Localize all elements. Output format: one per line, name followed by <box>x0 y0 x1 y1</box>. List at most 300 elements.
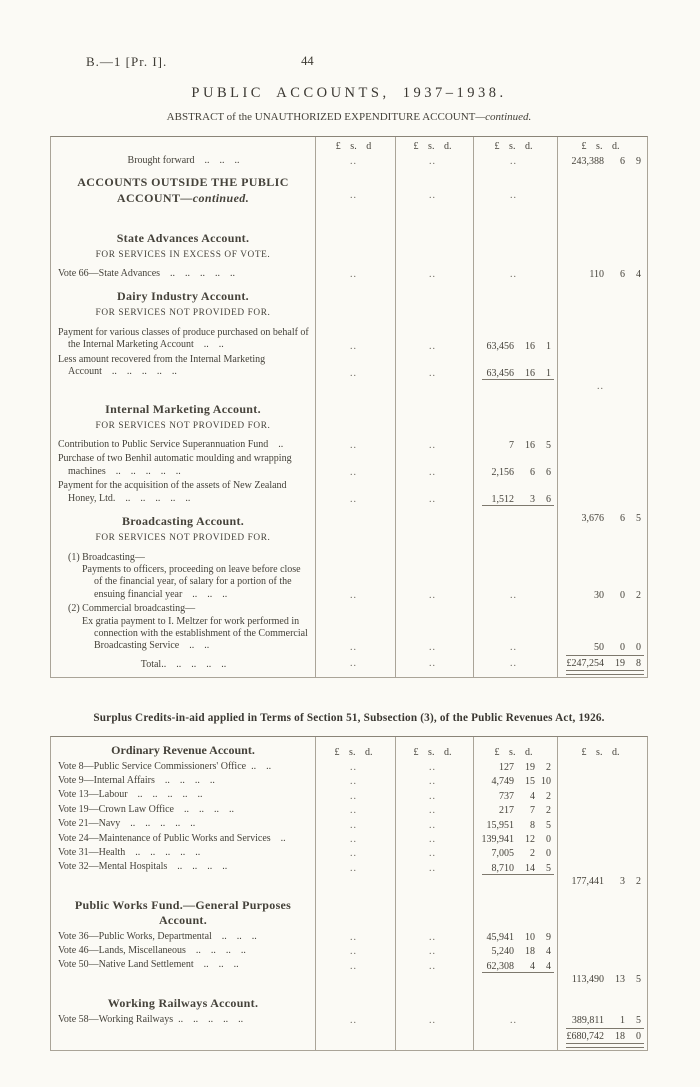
nil-dots: .. <box>350 590 357 602</box>
money-cell-c1 <box>315 930 395 944</box>
money-cell-c3 <box>473 988 557 1013</box>
amount-pence: 9 <box>636 156 641 168</box>
amount-shillings: 18 <box>525 946 535 958</box>
amount-pence: 5 <box>546 819 551 831</box>
money-cell-c2 <box>395 248 473 268</box>
money-cell-c2 <box>395 267 473 281</box>
money-cell-c3 <box>473 168 557 222</box>
money-cell-c4 <box>557 654 647 677</box>
money-cell-c1 <box>315 832 395 846</box>
money-cell-c1 <box>315 602 395 654</box>
amount-shillings: 19 <box>525 761 535 773</box>
money-cell-c3 <box>473 875 557 890</box>
money-cell-c3 <box>473 602 557 654</box>
money-cell-c2 <box>395 452 473 479</box>
section-heading-continued: —continued. <box>180 190 250 205</box>
money-cell-c1 <box>315 267 395 281</box>
nil-dots: .. <box>350 862 357 874</box>
money-cell-c4 <box>557 326 647 353</box>
amount-shillings: 6 <box>620 269 625 281</box>
nil-dots: .. <box>350 1015 357 1027</box>
nil-dots: .. <box>350 494 357 506</box>
money-cell-c1 <box>315 419 395 439</box>
description-line: (2) Commercial broadcasting— <box>68 603 196 615</box>
amount-shillings: 4 <box>530 960 535 972</box>
money-cell-c2 <box>395 760 473 774</box>
nil-dots: .. <box>350 269 357 281</box>
amount-pence: 2 <box>546 805 551 817</box>
table-row <box>51 930 647 944</box>
amount-pounds: 45,941 <box>486 932 514 944</box>
money-cell-c3 <box>473 817 557 831</box>
document-subtitle <box>50 111 648 123</box>
row-description <box>51 973 315 988</box>
amount-pence: 8 <box>636 657 641 669</box>
nil-dots: .. <box>350 189 357 201</box>
row-description: Vote 31—Health .. .. .. .. .. <box>58 846 201 858</box>
money-cell-c3 <box>473 267 557 281</box>
money-cell-c1 <box>315 326 395 353</box>
money-cell-c4: £ s. d. <box>557 737 647 760</box>
amount-pence: 1 <box>546 340 551 352</box>
money-cell-c3 <box>473 353 557 380</box>
description-line: Payments to officers, proceeding on leave before close of the financial year, of salary for a portion of the ensuing financial year .. .. .. <box>82 563 301 600</box>
nil-dots: .. <box>429 467 436 479</box>
row-description: Payment for the acquisition of the assets of New Zealand Honey, Ltd. .. .. .. .. .. <box>58 480 287 504</box>
money-cell-c1 <box>315 551 395 603</box>
money-cell-c2 <box>395 944 473 958</box>
amount-pounds: 3,676 <box>581 513 604 525</box>
money-cell-c1: £ s. d. <box>315 737 395 760</box>
table-row <box>51 817 647 831</box>
money-cell-c3 <box>473 930 557 944</box>
row-description <box>51 168 315 222</box>
row-description: Brought forward .. .. .. <box>127 155 240 166</box>
money-cell-c2 <box>395 380 473 394</box>
nil-dots: .. <box>350 467 357 479</box>
money-cell-c3 <box>473 958 557 972</box>
nil-dots: .. <box>597 380 604 392</box>
money-cell-c1 <box>315 846 395 860</box>
money-cell-c3 <box>473 479 557 506</box>
money-cell-c3 <box>473 760 557 774</box>
table-row <box>51 1027 647 1050</box>
row-description: Public Works Fund.—General Purposes Account. <box>74 897 292 927</box>
amount-pounds: 5,240 <box>491 946 514 958</box>
money-cell-c1 <box>315 281 395 306</box>
amount-pounds: 737 <box>499 790 514 802</box>
document-reference: B.—1 [Pr. I]. <box>86 54 168 69</box>
money-cell-c3 <box>473 1013 557 1027</box>
money-cell-c1 <box>315 788 395 802</box>
row-description: State Advances Account. <box>116 230 250 245</box>
money-cell-c3 <box>473 531 557 551</box>
money-cell-c2 <box>395 973 473 988</box>
nil-dots: .. <box>350 776 357 788</box>
money-cell-c2 <box>395 438 473 452</box>
nil-dots: .. <box>350 932 357 944</box>
money-cell-c3 <box>473 846 557 860</box>
row-description: Vote 24—Maintenance of Public Works and Services .. <box>58 832 286 844</box>
amount-pounds: 8,710 <box>491 862 514 874</box>
money-cell-c4 <box>557 353 647 380</box>
money-cell-c4 <box>557 479 647 506</box>
row-description: FOR SERVICES NOT PROVIDED FOR. <box>95 533 271 544</box>
amount-pounds: 30 <box>594 590 604 602</box>
row-description <box>51 1027 315 1050</box>
nil-dots: .. <box>429 790 436 802</box>
amount-pence: 4 <box>636 269 641 281</box>
nil-dots: .. <box>429 819 436 831</box>
amount-shillings: 0 <box>620 590 625 602</box>
money-cell-c3 <box>473 438 557 452</box>
amount-pence: 0 <box>636 641 641 653</box>
amount-pence: 9 <box>546 932 551 944</box>
table-row <box>51 551 647 603</box>
money-cell-c4 <box>557 438 647 452</box>
table-row <box>51 168 647 222</box>
amount-shillings: 18 <box>615 1031 625 1043</box>
amount-pounds: 2,156 <box>491 467 514 479</box>
money-cell-c4 <box>557 803 647 817</box>
money-cell-c1 <box>315 973 395 988</box>
amount-shillings: 0 <box>620 641 625 653</box>
amount-shillings: 8 <box>530 819 535 831</box>
table-row <box>51 803 647 817</box>
amount-pence: 5 <box>636 1015 641 1027</box>
amount-shillings: 3 <box>530 494 535 506</box>
money-cell-c2 <box>395 353 473 380</box>
money-cell-c4 <box>557 958 647 972</box>
amount-pounds: £247,254 <box>566 657 604 669</box>
money-cell-c3 <box>473 973 557 988</box>
money-cell-c4 <box>557 531 647 551</box>
nil-dots: .. <box>350 340 357 352</box>
table-row <box>51 248 647 268</box>
money-cell-c3 <box>473 452 557 479</box>
money-cell-c1 <box>315 248 395 268</box>
table-row <box>51 760 647 774</box>
amount-pence: 6 <box>546 467 551 479</box>
table-row <box>51 973 647 988</box>
row-description <box>51 380 315 394</box>
table-row <box>51 326 647 353</box>
row-description: Total.. .. .. .. .. <box>140 658 227 670</box>
nil-dots: .. <box>350 960 357 972</box>
money-cell-c4 <box>557 602 647 654</box>
money-cell-c2 <box>395 846 473 860</box>
amount-pounds: 7,005 <box>491 848 514 860</box>
money-cell-c4 <box>557 1013 647 1027</box>
amount-pence: 5 <box>546 440 551 452</box>
row-description: Vote 32—Mental Hospitals .. .. .. .. <box>58 861 228 873</box>
nil-dots: .. <box>350 805 357 817</box>
amount-shillings: 6 <box>620 513 625 525</box>
row-description: Vote 46—Lands, Miscellaneous .. .. .. .. <box>58 945 246 957</box>
money-cell-c3 <box>473 248 557 268</box>
money-cell-c1 <box>315 875 395 890</box>
money-cell-c4 <box>557 944 647 958</box>
money-cell-c1 <box>315 890 395 930</box>
money-cell-c2 <box>395 326 473 353</box>
nil-dots: .. <box>429 805 436 817</box>
money-cell-c4 <box>557 860 647 874</box>
nil-dots: .. <box>350 790 357 802</box>
nil-dots: .. <box>350 848 357 860</box>
money-cell-c2 <box>395 281 473 306</box>
money-cell-c2 <box>395 774 473 788</box>
table-row <box>51 832 647 846</box>
money-cell-c2 <box>395 1013 473 1027</box>
money-cell-c1 <box>315 774 395 788</box>
amount-pence: 0 <box>636 1031 641 1043</box>
amount-pounds: 7 <box>509 440 514 452</box>
table-row <box>51 958 647 972</box>
row-description <box>51 875 315 890</box>
money-cell-c1 <box>315 944 395 958</box>
money-cell-c4 <box>557 1027 647 1050</box>
page-number: 44 <box>301 54 314 68</box>
money-cell-c1 <box>315 531 395 551</box>
amount-pence: 2 <box>636 875 641 887</box>
row-description: FOR SERVICES IN EXCESS OF VOTE. <box>95 249 271 260</box>
money-cell-c2 <box>395 306 473 326</box>
row-description: Payment for various classes of produce purchased on behalf of the Internal Marketing Account .. .. <box>58 327 309 351</box>
table-row <box>51 602 647 654</box>
table-row <box>51 944 647 958</box>
money-cell-c4 <box>557 930 647 944</box>
amount-pounds: 389,811 <box>571 1015 604 1027</box>
table-row <box>51 154 647 168</box>
amount-pence: 4 <box>546 960 551 972</box>
nil-dots: .. <box>510 1015 517 1027</box>
amount-pence: 6 <box>546 494 551 506</box>
subtitle-continued: —continued. <box>475 111 532 123</box>
nil-dots: .. <box>429 269 436 281</box>
row-description: Vote 36—Public Works, Departmental .. .. .. <box>58 930 257 942</box>
nil-dots: .. <box>429 590 436 602</box>
table-row <box>51 531 647 551</box>
row-description <box>51 551 315 603</box>
row-description: Vote 19—Crown Law Office .. .. .. .. <box>58 803 234 815</box>
row-description: Broadcasting Account. <box>121 514 245 529</box>
money-cell-c2 <box>395 1027 473 1050</box>
table-row <box>51 452 647 479</box>
money-cell-c1 <box>315 988 395 1013</box>
money-cell-c4 <box>557 988 647 1013</box>
nil-dots: .. <box>429 761 436 773</box>
money-cell-c4 <box>557 281 647 306</box>
nil-dots: .. <box>350 156 357 168</box>
amount-pence: 0 <box>546 848 551 860</box>
money-cell-c2 <box>395 506 473 531</box>
money-cell-c1 <box>315 817 395 831</box>
money-cell-c3 <box>473 654 557 677</box>
amount-pence: 5 <box>636 513 641 525</box>
money-cell-c1 <box>315 154 395 168</box>
money-cell-c3 <box>473 506 557 531</box>
table-row <box>51 394 647 419</box>
money-cell-c4 <box>557 419 647 439</box>
money-cell-c4 <box>557 973 647 988</box>
amount-shillings: 1 <box>620 1015 625 1027</box>
amount-pounds: 113,490 <box>571 973 604 985</box>
amount-pounds: 63,456 <box>486 340 514 352</box>
money-cell-c1 <box>315 394 395 419</box>
page-header <box>50 54 648 72</box>
nil-dots: .. <box>429 946 436 958</box>
nil-dots: .. <box>510 269 517 281</box>
table-row <box>51 788 647 802</box>
money-cell-c2 <box>395 875 473 890</box>
table-row <box>51 419 647 439</box>
money-cell-c1 <box>315 1013 395 1027</box>
money-cell-c4 <box>557 788 647 802</box>
row-description: Less amount recovered from the Internal Marketing Account .. .. .. .. .. <box>58 353 266 378</box>
description-line: (1) Broadcasting— <box>68 551 145 563</box>
amount-shillings: 16 <box>525 340 535 352</box>
money-cell-c3 <box>473 154 557 168</box>
nil-dots: .. <box>510 189 517 201</box>
surplus-credits-title: Surplus Credits-in-aid applied in Terms of Section 51, Subsection (3), of the Public Revenues Act, 1926. <box>93 711 605 724</box>
money-cell-c3 <box>473 774 557 788</box>
amount-pence: 4 <box>546 946 551 958</box>
money-cell-c4 <box>557 506 647 531</box>
nil-dots: .. <box>510 641 517 653</box>
nil-dots: .. <box>350 657 357 669</box>
nil-dots: .. <box>429 776 436 788</box>
money-cell-c4 <box>557 452 647 479</box>
amount-shillings: 4 <box>530 790 535 802</box>
row-description: Dairy Industry Account. <box>117 289 249 304</box>
amount-pounds: £680,742 <box>566 1031 604 1043</box>
nil-dots: .. <box>429 1015 436 1027</box>
money-cell-c1 <box>315 380 395 394</box>
money-cell-c4 <box>557 380 647 394</box>
nil-dots: .. <box>350 761 357 773</box>
money-cell-c3 <box>473 306 557 326</box>
money-cell-c4 <box>557 168 647 222</box>
money-cell-c3 <box>473 890 557 930</box>
amount-pounds: 177,441 <box>571 875 604 887</box>
amount-shillings: 7 <box>530 805 535 817</box>
money-cell-c1 <box>315 223 395 248</box>
nil-dots: .. <box>429 657 436 669</box>
row-description: Internal Marketing Account. <box>105 401 261 416</box>
money-cell-c4 <box>557 774 647 788</box>
amount-pence: 1 <box>546 367 551 379</box>
money-cell-c3 <box>473 788 557 802</box>
money-cell-c4 <box>557 306 647 326</box>
money-cell-c2 <box>395 803 473 817</box>
amount-pence: 2 <box>546 761 551 773</box>
amount-shillings: 16 <box>525 367 535 379</box>
row-description <box>51 137 315 154</box>
money-cell-c4 <box>557 846 647 860</box>
money-cell-c2 <box>395 890 473 930</box>
money-cell-c3 <box>473 326 557 353</box>
nil-dots: .. <box>429 440 436 452</box>
nil-dots: .. <box>429 340 436 352</box>
amount-pounds: 50 <box>594 641 604 653</box>
money-cell-c3 <box>473 419 557 439</box>
table-row <box>51 380 647 394</box>
unauthorized-expenditure-table <box>50 136 648 678</box>
nil-dots: .. <box>429 641 436 653</box>
section-heading-text: ACCOUNTS OUTSIDE THE PUBLIC ACCOUNT <box>77 175 289 205</box>
money-cell-c1 <box>315 438 395 452</box>
table-row <box>51 506 647 531</box>
table-row <box>51 654 647 677</box>
money-cell-c2 <box>395 602 473 654</box>
amount-shillings: 12 <box>525 833 535 845</box>
table-row <box>51 137 647 154</box>
money-cell-c3: £ s. d. <box>473 137 557 154</box>
nil-dots: .. <box>350 440 357 452</box>
row-description: FOR SERVICES NOT PROVIDED FOR. <box>95 420 271 431</box>
money-cell-c3: £ s. d. <box>473 737 557 760</box>
money-cell-c2 <box>395 531 473 551</box>
amount-pounds: 62,308 <box>486 960 514 972</box>
nil-dots: .. <box>429 156 436 168</box>
document-title: PUBLIC ACCOUNTS, 1937–1938. <box>191 85 507 101</box>
money-cell-c4 <box>557 890 647 930</box>
nil-dots: .. <box>429 494 436 506</box>
row-description: Vote 58—Working Railways .. .. .. .. .. <box>58 1013 244 1025</box>
money-cell-c4: £ s. d. <box>557 137 647 154</box>
money-cell-c1 <box>315 306 395 326</box>
table-row <box>51 281 647 306</box>
amount-pence: 2 <box>636 590 641 602</box>
money-cell-c1 <box>315 803 395 817</box>
table-row <box>51 988 647 1013</box>
nil-dots: .. <box>350 819 357 831</box>
money-cell-c2 <box>395 419 473 439</box>
amount-shillings: 6 <box>620 156 625 168</box>
money-cell-c2 <box>395 394 473 419</box>
table-row <box>51 223 647 248</box>
money-cell-c3 <box>473 223 557 248</box>
amount-shillings: 3 <box>620 875 625 887</box>
money-cell-c3 <box>473 944 557 958</box>
amount-pounds: 4,749 <box>491 776 514 788</box>
money-cell-c2 <box>395 154 473 168</box>
table-row <box>51 890 647 930</box>
table-row <box>51 438 647 452</box>
row-description: Vote 21—Navy .. .. .. .. .. <box>58 818 196 830</box>
table-row <box>51 846 647 860</box>
money-cell-c4 <box>557 154 647 168</box>
money-cell-c2 <box>395 988 473 1013</box>
surplus-credits-table <box>50 736 648 1052</box>
amount-shillings: 10 <box>525 932 535 944</box>
amount-pounds: 15,951 <box>486 819 514 831</box>
money-cell-c4 <box>557 394 647 419</box>
money-cell-c2 <box>395 479 473 506</box>
nil-dots: .. <box>429 932 436 944</box>
row-description: Working Railways Account. <box>107 995 259 1010</box>
money-cell-c1 <box>315 1027 395 1050</box>
money-cell-c4 <box>557 267 647 281</box>
nil-dots: .. <box>429 960 436 972</box>
amount-pence: 0 <box>546 833 551 845</box>
amount-shillings: 6 <box>530 467 535 479</box>
money-cell-c3 <box>473 832 557 846</box>
row-description: Vote 9—Internal Affairs .. .. .. .. <box>58 774 215 786</box>
amount-pounds: 217 <box>499 805 514 817</box>
money-cell-c2 <box>395 930 473 944</box>
money-cell-c4 <box>557 875 647 890</box>
